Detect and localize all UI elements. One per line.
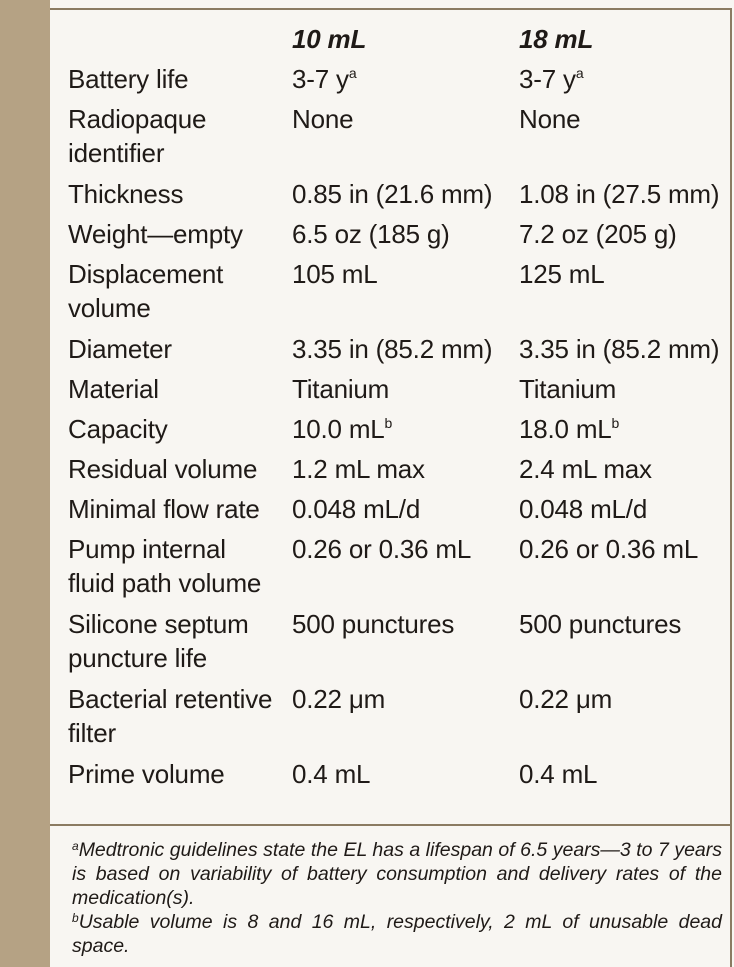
cell-10ml xyxy=(292,177,492,211)
cell-18ml-value: 3-7 y xyxy=(519,64,576,94)
cell-18ml-value: 18.0 mL xyxy=(519,414,612,444)
footnote-rule xyxy=(50,824,730,826)
cell-10ml xyxy=(292,257,378,291)
cell-10ml-value: 3-7 y xyxy=(292,64,349,94)
footnote-marker: b xyxy=(384,415,393,431)
cell-10ml xyxy=(292,372,389,406)
row-label: puncture life xyxy=(68,643,208,673)
footnote-marker: b xyxy=(611,415,620,431)
row-label: fluid path volume xyxy=(68,568,262,598)
cell-10ml xyxy=(292,757,370,791)
cell-18ml xyxy=(519,177,719,211)
cell-18ml xyxy=(519,412,619,446)
footnote-marker: a xyxy=(575,65,584,81)
cell-10ml-value: 1.2 mL max xyxy=(292,454,425,484)
cell-10ml-value: None xyxy=(292,104,354,134)
cell-10ml xyxy=(292,532,471,566)
cell-18ml xyxy=(519,102,580,136)
footnote-text: Usable volume is 8 and 16 mL, respectively, 2 mL of unusable dead space. xyxy=(72,911,722,957)
cell-10ml-value: Titanium xyxy=(292,374,390,404)
row-label: Residual volume xyxy=(68,454,258,484)
row-label: volume xyxy=(68,293,151,323)
cell-10ml xyxy=(292,332,492,366)
right-rule xyxy=(730,8,732,967)
cell-10ml-value: 0.22 μm xyxy=(292,684,386,714)
row-label: Capacity xyxy=(68,414,168,444)
footnote-item xyxy=(72,838,722,910)
footnote-mark: a xyxy=(72,839,79,853)
cell-10ml xyxy=(292,607,454,641)
row-label: Thickness xyxy=(68,179,184,209)
left-accent-bar xyxy=(0,0,50,967)
cell-18ml-value: 0.048 mL/d xyxy=(519,494,648,524)
row-label: Displacement xyxy=(68,259,224,289)
cell-18ml-value: 3.35 in (85.2 mm) xyxy=(519,334,720,364)
cell-10ml-value: 500 punctures xyxy=(292,609,455,639)
cell-10ml-value: 0.4 mL xyxy=(292,759,371,789)
cell-18ml-value: 500 punctures xyxy=(519,609,682,639)
row-label: Battery life xyxy=(68,64,189,94)
cell-18ml-value: 2.4 mL max xyxy=(519,454,652,484)
cell-18ml xyxy=(519,217,677,251)
cell-10ml-value: 105 mL xyxy=(292,259,378,289)
row-label: Radiopaque xyxy=(68,104,207,134)
footnote-text: Medtronic guidelines state the EL has a lifespan of 6.5 years—3 to 7 years is based on variability of battery consumption and delivery rates of the medication(s). xyxy=(72,839,722,909)
cell-10ml xyxy=(292,682,385,716)
footnote-item xyxy=(72,910,722,958)
row-label: Silicone septum xyxy=(68,609,249,639)
cell-18ml-value: 0.4 mL xyxy=(519,759,598,789)
cell-10ml xyxy=(292,102,353,136)
cell-18ml xyxy=(519,492,647,526)
row-label: Prime volume xyxy=(68,759,225,789)
cell-18ml xyxy=(519,372,616,406)
cell-10ml xyxy=(292,412,392,446)
row-label: Minimal flow rate xyxy=(68,494,260,524)
cell-18ml-value: 1.08 in (27.5 mm) xyxy=(519,179,720,209)
cell-10ml-value: 3.35 in (85.2 mm) xyxy=(292,334,493,364)
cell-10ml-value: 0.048 mL/d xyxy=(292,494,421,524)
row-label: Weight—empty xyxy=(68,219,243,249)
footnote-mark: b xyxy=(72,911,79,925)
row-label: identifier xyxy=(68,138,165,168)
row-label: filter xyxy=(68,718,116,748)
footnote-marker: a xyxy=(348,65,357,81)
row-label: Pump internal xyxy=(68,534,226,564)
cell-18ml-value: Titanium xyxy=(519,374,617,404)
row-label: Material xyxy=(68,374,159,404)
cell-10ml xyxy=(292,217,450,251)
row-label: Diameter xyxy=(68,334,172,364)
cell-18ml xyxy=(519,257,605,291)
row-label: Bacterial retentive xyxy=(68,684,273,714)
cell-10ml-value: 0.85 in (21.6 mm) xyxy=(292,179,493,209)
cell-18ml xyxy=(519,532,698,566)
cell-18ml-value: 7.2 oz (205 g) xyxy=(519,219,677,249)
cell-18ml xyxy=(519,682,612,716)
cell-10ml-value: 10.0 mL xyxy=(292,414,385,444)
cell-10ml xyxy=(292,62,356,96)
cell-18ml-value: 125 mL xyxy=(519,259,605,289)
cell-18ml xyxy=(519,332,719,366)
cell-18ml xyxy=(519,607,681,641)
cell-10ml xyxy=(292,492,420,526)
cell-18ml xyxy=(519,757,597,791)
footnotes xyxy=(72,838,722,958)
cell-18ml-value: 0.26 or 0.36 mL xyxy=(519,534,699,564)
column-header-18ml: 18 mL xyxy=(519,24,594,54)
cell-18ml-value: None xyxy=(519,104,581,134)
cell-18ml-value: 0.22 μm xyxy=(519,684,613,714)
top-rule xyxy=(50,8,730,10)
cell-18ml xyxy=(519,62,583,96)
column-header-10ml: 10 mL xyxy=(292,24,367,54)
cell-18ml xyxy=(519,452,652,486)
cell-10ml-value: 6.5 oz (185 g) xyxy=(292,219,450,249)
cell-10ml-value: 0.26 or 0.36 mL xyxy=(292,534,472,564)
cell-10ml xyxy=(292,452,425,486)
